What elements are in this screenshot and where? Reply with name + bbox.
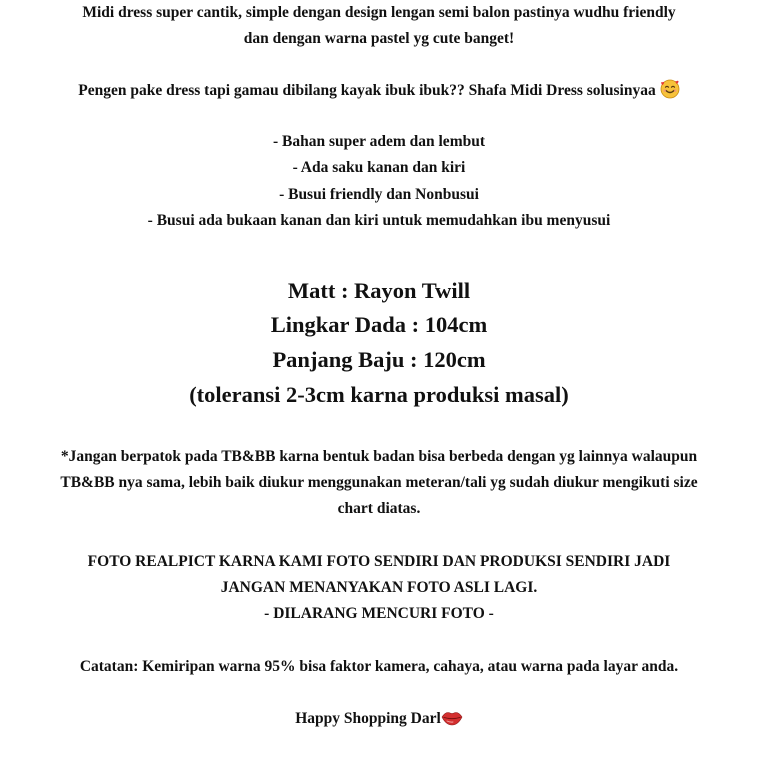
closing-text: Happy Shopping Darl	[295, 710, 441, 727]
spec-material: Matt : Rayon Twill	[287, 278, 471, 303]
intro-line-2: dan dengan warna pastel yg cute banget!	[243, 30, 515, 47]
spec-chest: Lingkar Dada : 104cm	[270, 312, 488, 337]
size-note-line: TB&BB nya sama, lebih baik diukur menggunakan meteran/tali yg sudah diukur mengikuti size	[60, 474, 698, 491]
smiling-face-with-hearts-icon	[660, 79, 680, 99]
color-note: Catatan: Kemiripan warna 95% bisa faktor kamera, cahaya, atau warna pada layar anda.	[79, 658, 679, 675]
closing	[0, 709, 758, 729]
feature-item: - Ada saku kanan dan kiri	[292, 159, 466, 176]
tagline-text: Pengen pake dress tapi gamau dibilang kayak ibuk ibuk?? Shafa Midi Dress solusinyaa	[78, 82, 656, 99]
feature-item: - Busui friendly dan Nonbusui	[279, 186, 479, 203]
lips-icon	[441, 710, 463, 726]
tagline	[0, 79, 758, 101]
photo-notice-line: JANGAN MENANYAKAN FOTO ASLI LAGI.	[220, 579, 538, 596]
feature-item: - Bahan super adem dan lembut	[272, 133, 486, 150]
feature-item: - Busui ada bukaan kanan dan kiri untuk memudahkan ibu menyusui	[147, 212, 611, 229]
spec-length: Panjang Baju : 120cm	[272, 347, 486, 372]
intro-line-1: Midi dress super cantik, simple dengan design lengan semi balon pastinya wudhu friendly	[82, 4, 676, 21]
photo-notice-line: FOTO REALPICT KARNA KAMI FOTO SENDIRI DAN PRODUKSI SENDIRI JADI	[87, 553, 671, 570]
spec-tolerance: (toleransi 2-3cm karna produksi masal)	[189, 382, 569, 407]
size-note-line: chart diatas.	[337, 500, 421, 517]
size-note-line: *Jangan berpatok pada TB&BB karna bentuk badan bisa berbeda dengan yg lainnya walaupun	[60, 448, 698, 465]
photo-notice-line: - DILARANG MENCURI FOTO -	[264, 605, 494, 622]
